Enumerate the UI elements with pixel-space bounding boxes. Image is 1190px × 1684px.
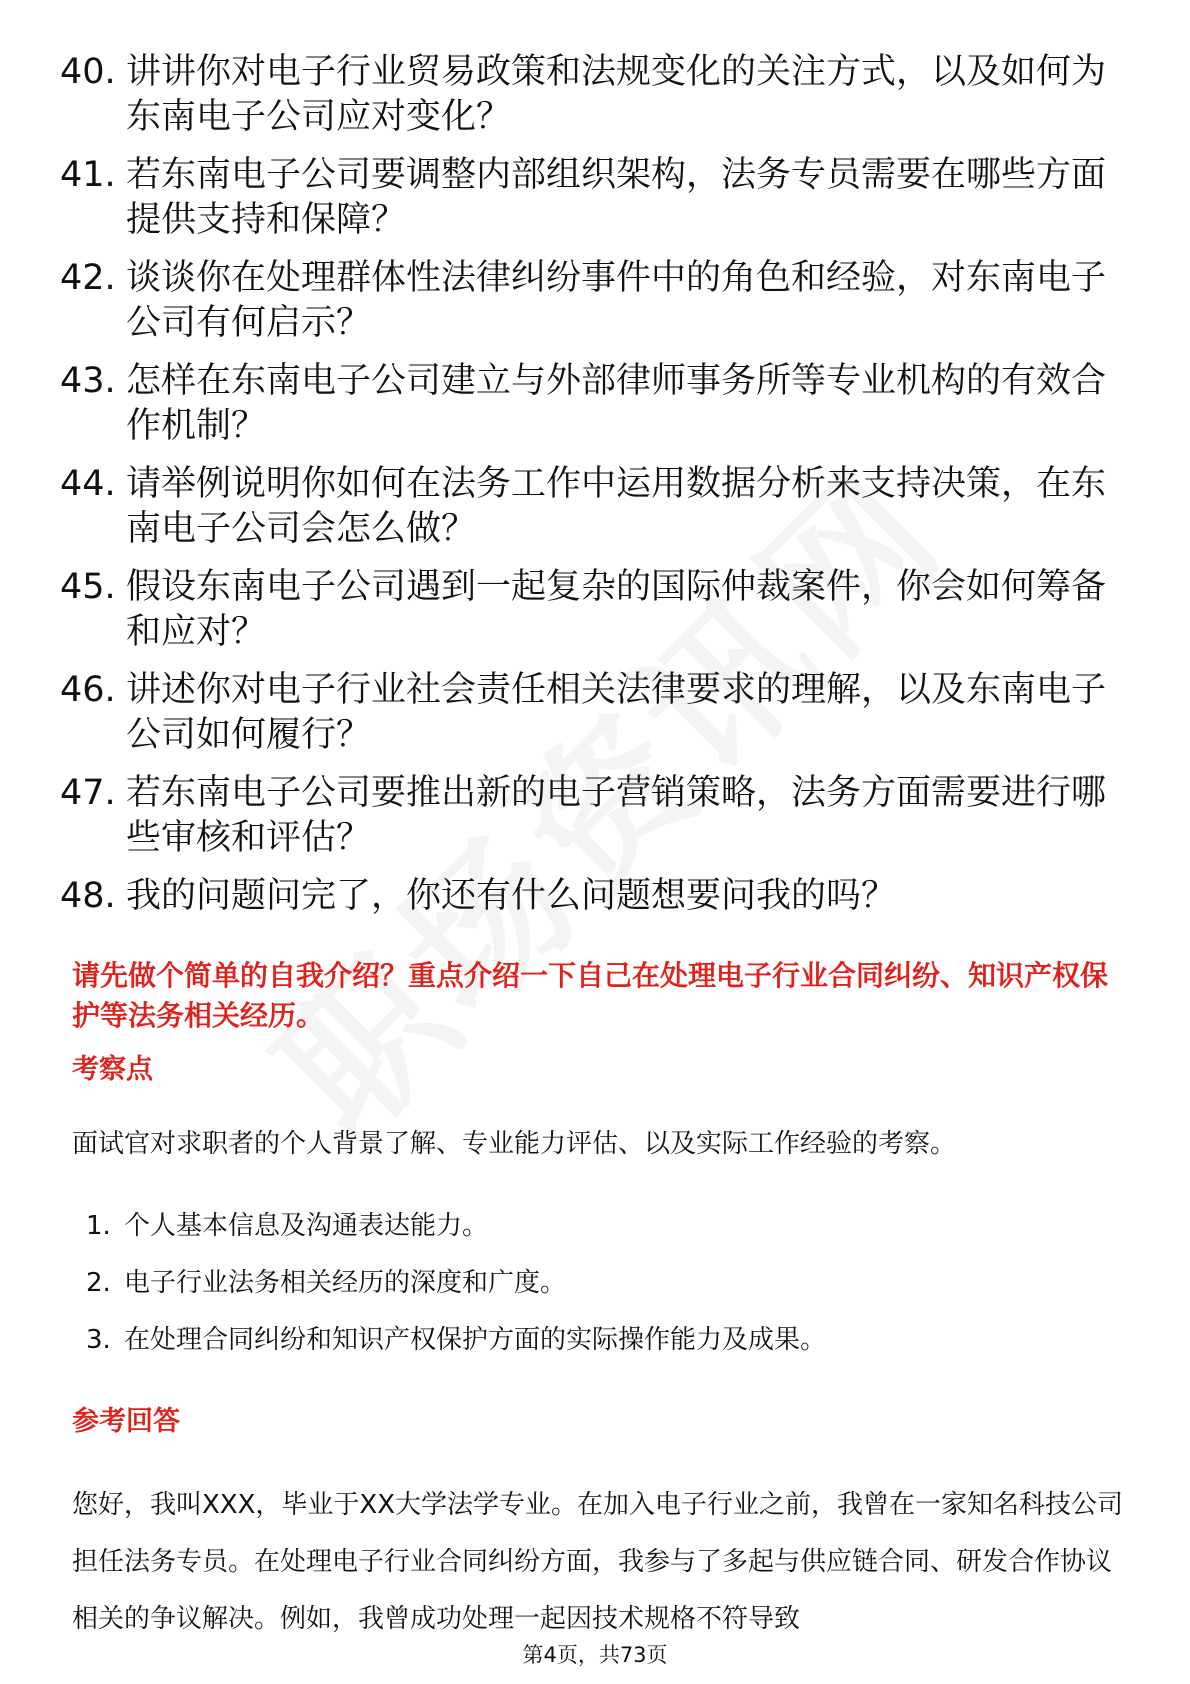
question-text: 讲述你对电子行业社会责任相关法律要求的理解，以及东南电子公司如何履行？	[126, 670, 1107, 755]
question-text: 讲讲你对电子行业贸易政策和法规变化的关注方式，以及如何为东南电子公司应对变化？	[126, 52, 1107, 137]
exam-point-text: 在处理合同纠纷和知识产权保护方面的实际操作能力及成果。	[124, 1325, 827, 1355]
reference-answer-label: 参考回答	[72, 1406, 180, 1437]
question-number: 45.	[60, 567, 116, 607]
question-text: 谈谈你在处理群体性法律纠纷事件中的角色和经验，对东南电子公司有何启示？	[126, 258, 1107, 343]
question-text: 若东南电子公司要推出新的电子营销策略，法务方面需要进行哪些审核和评估？	[126, 773, 1107, 858]
question-text: 请举例说明你如何在法务工作中运用数据分析来支持决策，在东南电子公司会怎么做？	[126, 464, 1107, 549]
question-list	[60, 50, 1140, 932]
question-text: 假设东南电子公司遇到一起复杂的国际仲裁案件，你会如何筹备和应对？	[126, 567, 1107, 652]
question-item	[60, 668, 1140, 758]
exam-point-text: 电子行业法务相关经历的深度和广度。	[124, 1268, 567, 1298]
question-number: 46.	[60, 670, 116, 710]
exam-point-list	[86, 1208, 1126, 1379]
exam-point-text: 个人基本信息及沟通表达能力。	[124, 1211, 489, 1241]
question-number: 42.	[60, 258, 116, 298]
question-item	[60, 771, 1140, 861]
question-text: 若东南电子公司要调整内部组织架构，法务专员需要在哪些方面提供支持和保障？	[126, 155, 1107, 240]
question-number: 44.	[60, 464, 116, 504]
question-number: 40.	[60, 52, 116, 92]
question-number: 41.	[60, 155, 116, 195]
exam-points-label: 考察点	[72, 1054, 153, 1085]
exam-description: 面试官对求职者的个人背景了解、专业能力评估、以及实际工作经验的考察。	[72, 1129, 957, 1159]
exam-point-item	[86, 1322, 1126, 1358]
question-number: 43.	[60, 361, 116, 401]
question-item	[60, 153, 1140, 243]
reference-answer-text: 您好，我叫XXX，毕业于XX大学法学专业。在加入电子行业之前，我曾在一家知名科技公司担任法务专员。在处理电子行业合同纠纷方面，我参与了多起与供应链合同、研发合作协议相关的争议解决。例如，我曾成功处理一起因技术规格不符导致	[72, 1490, 1124, 1634]
question-item	[60, 565, 1140, 655]
question-item	[60, 50, 1140, 140]
exam-point-item	[86, 1208, 1126, 1244]
question-item	[60, 462, 1140, 552]
question-item	[60, 359, 1140, 449]
question-text: 我的问题问完了，你还有什么问题想要问我的吗？	[126, 876, 897, 916]
question-item	[60, 256, 1140, 346]
exam-point-number: 3.	[86, 1325, 111, 1355]
exam-point-number: 2.	[86, 1268, 111, 1298]
page-footer: 第4页，共73页	[522, 1643, 668, 1667]
section-question-heading: 请先做个简单的自我介绍？重点介绍一下自己在处理电子行业合同纠纷、知识产权保护等法务相关经历。	[72, 959, 1109, 1032]
question-number: 48.	[60, 876, 116, 916]
question-item	[60, 874, 1140, 919]
question-number: 47.	[60, 773, 116, 813]
exam-point-number: 1.	[86, 1211, 111, 1241]
exam-point-item	[86, 1265, 1126, 1301]
question-text: 怎样在东南电子公司建立与外部律师事务所等专业机构的有效合作机制？	[126, 361, 1107, 446]
